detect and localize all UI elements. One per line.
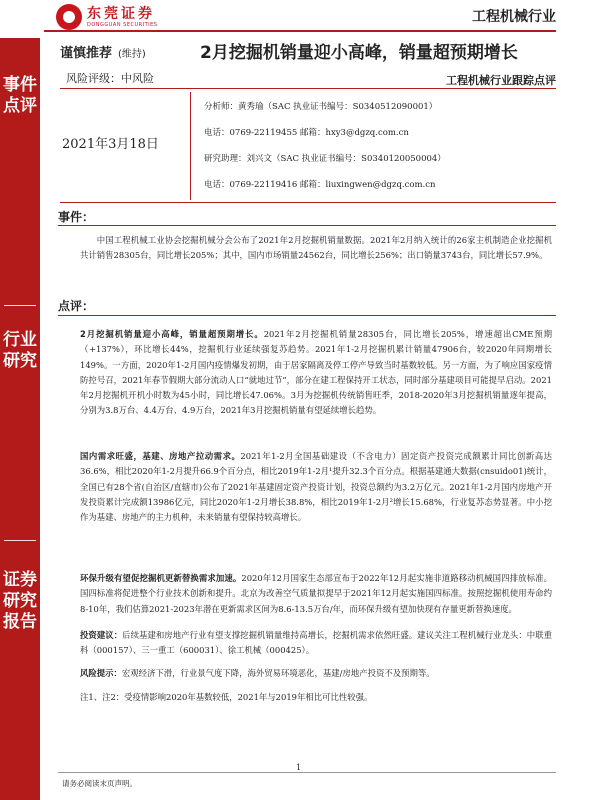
paragraph-risk-body: 宏观经济下滑，行业景气度下降，海外贸易环境恶化，基建/房地产投资不及预期等。 <box>121 668 435 678</box>
analyst-contact: 电话：0769-22119455 邮箱：hxy3@dgzq.com.cn <box>204 128 409 138</box>
report-title: 2月挖掘机销量迎小高峰，销量超预期增长 <box>200 43 518 63</box>
meta-bottom-rule <box>60 202 556 203</box>
sidebar-separator <box>4 305 36 306</box>
sidebar-band <box>0 38 40 800</box>
report-date: 2021年3月18日 <box>62 137 159 152</box>
comment-rule <box>58 315 556 316</box>
sidebar-label-securities-report: 证券研究报告 <box>3 570 37 632</box>
paragraph-environment <box>80 571 552 617</box>
logo-name-cn: 东莞证券 <box>87 5 155 22</box>
report-series: 工程机械行业跟踪点评 <box>446 74 556 87</box>
analyst-info: 分析师：黄秀瑜（SAC 执业证书编号：S0340512090001） <box>204 102 438 112</box>
event-heading: 事件： <box>58 210 95 224</box>
meta-divider <box>190 92 191 200</box>
paragraph-environment-lead: 环保升级有望促挖掘机更新替换需求加速。 <box>80 573 242 583</box>
paragraph-demand <box>80 449 552 525</box>
rating-value: 谨慎推荐 <box>60 46 113 61</box>
meta-rule <box>60 88 556 89</box>
event-rule <box>58 225 556 226</box>
footnote: 注1、注2：受疫情影响2020年基数较低，2021年与2019年相比可比性较强。 <box>80 692 373 702</box>
industry-label: 工程机械行业 <box>472 9 556 25</box>
risk-rating: 风险评级：中风险 <box>66 72 154 85</box>
footer-disclaimer: 请务必阅读末页声明。 <box>62 779 137 788</box>
page-number: 1 <box>296 763 302 772</box>
paragraph-investment-lead: 投资建议： <box>80 630 123 640</box>
sidebar-label-event-comment: 事件点评 <box>3 75 37 116</box>
paragraph-demand-body: 2021年1-2月全国基础建设（不含电力）固定资产投资完成额累计同比创新高达36.6%，相比2020年1-2月提升66.9个百分点，相比2019年1-2月¹提升32.3个百分点。根据基建通大数据(cnsuido01)统计，全国已有28个省(自治区/直辖市)公布了2021年基建固定资产投资计划，投资总额约为3.2万亿元。2021年1-2月国内房地产开发投资累计完成额13986亿元，同比2020年1-2月增长38.8%，相比2019年1-2月²增长15.68%，行业复苏态势显著。中小挖作为基建、房地产的主力机种，未来销量有望保持较高增长。 <box>80 451 552 523</box>
rating-note: (维持) <box>118 49 146 60</box>
sidebar-label-industry-research: 行业研究 <box>3 330 37 371</box>
paragraph-sales-body: 2021年2月挖掘机销量28305台，同比增长205%，增速超出CME预期（+137%），环比增长44%，挖掘机行业延续强复苏趋势。2021年1-2月挖掘机累计销量47906台，较2020年同期增长149%。一方面，2020年1-2月国内疫情爆发初期，由于居家隔离及停工停产导致当时基数较低。另一方面，为了响应国家疫情防控号召，2021年春节假期大部分流动人口“就地过节”，部分在建工程保持开工状态，同时部分基建项目可能提早启动。2021年2月挖掘机开机小时数为45小时，同比增长47.06%。3月为挖掘机传统销售旺季，2018-2020年3月挖掘机销量逐年提高，分别为3.8万台、4.4万台、4.9万台，2021年3月挖掘机销量有望延续增长趋势。 <box>80 329 552 416</box>
sidebar-separator <box>4 540 36 541</box>
rating <box>60 42 146 61</box>
paragraph-investment-body: 后续基建和房地产行业有望支撑挖掘机销量维持高增长，挖掘机需求依然旺盛。建议关注工程机械行业龙头：中联重科（000157）、三一重工（600031）、徐工机械（000425）。 <box>80 630 553 656</box>
logo-mark-icon <box>56 4 82 30</box>
paragraph-environment-body: 2020年12月国家生态部宣布于2022年12月起实施非道路移动机械国四排放标准。国四标准将促进整个行业技术创新和提升。北京为改善空气质量拟提早于2021年12月起实施国四标准。按照挖掘机使用寿命约8-10年，我们估算2021-2023年潜在更新需求区间为8.6-13.5万台/年，而环保升级有望加快现有存量更新替换速度。 <box>80 573 552 614</box>
paragraph-risk <box>80 666 552 681</box>
footer-rule <box>58 772 556 773</box>
company-logo <box>56 3 157 31</box>
comment-heading: 点评： <box>58 299 95 313</box>
paragraph-investment <box>80 628 552 659</box>
paragraph-sales-lead: 2月挖掘机销量迎小高峰，销量超预期增长。 <box>80 329 264 339</box>
paragraph-sales <box>80 327 552 419</box>
logo-name-en: DONGGUAN SECURITIES <box>87 21 158 28</box>
assistant-contact: 电话：0769-22119416 邮箱：liuxingwen@dgzq.com.cn <box>204 180 436 190</box>
header-rule <box>44 30 556 32</box>
paragraph-risk-lead: 风险提示： <box>80 668 122 678</box>
paragraph-demand-lead: 国内需求旺盛，基建、房地产拉动需求。 <box>80 451 241 461</box>
assistant-info: 研究助理：刘兴文（SAC 执业证书编号：S0340120050004） <box>204 154 446 164</box>
event-text: 中国工程机械工业协会挖掘机械分会公布了2021年2月挖掘机销量数据。2021年2月纳入统计的26家主机制造企业挖掘机共计销售28305台，同比增长205%；其中，国内市场销量24562台，同比增长256%；出口销量3743台，同比增长57.9%。 <box>80 235 552 260</box>
